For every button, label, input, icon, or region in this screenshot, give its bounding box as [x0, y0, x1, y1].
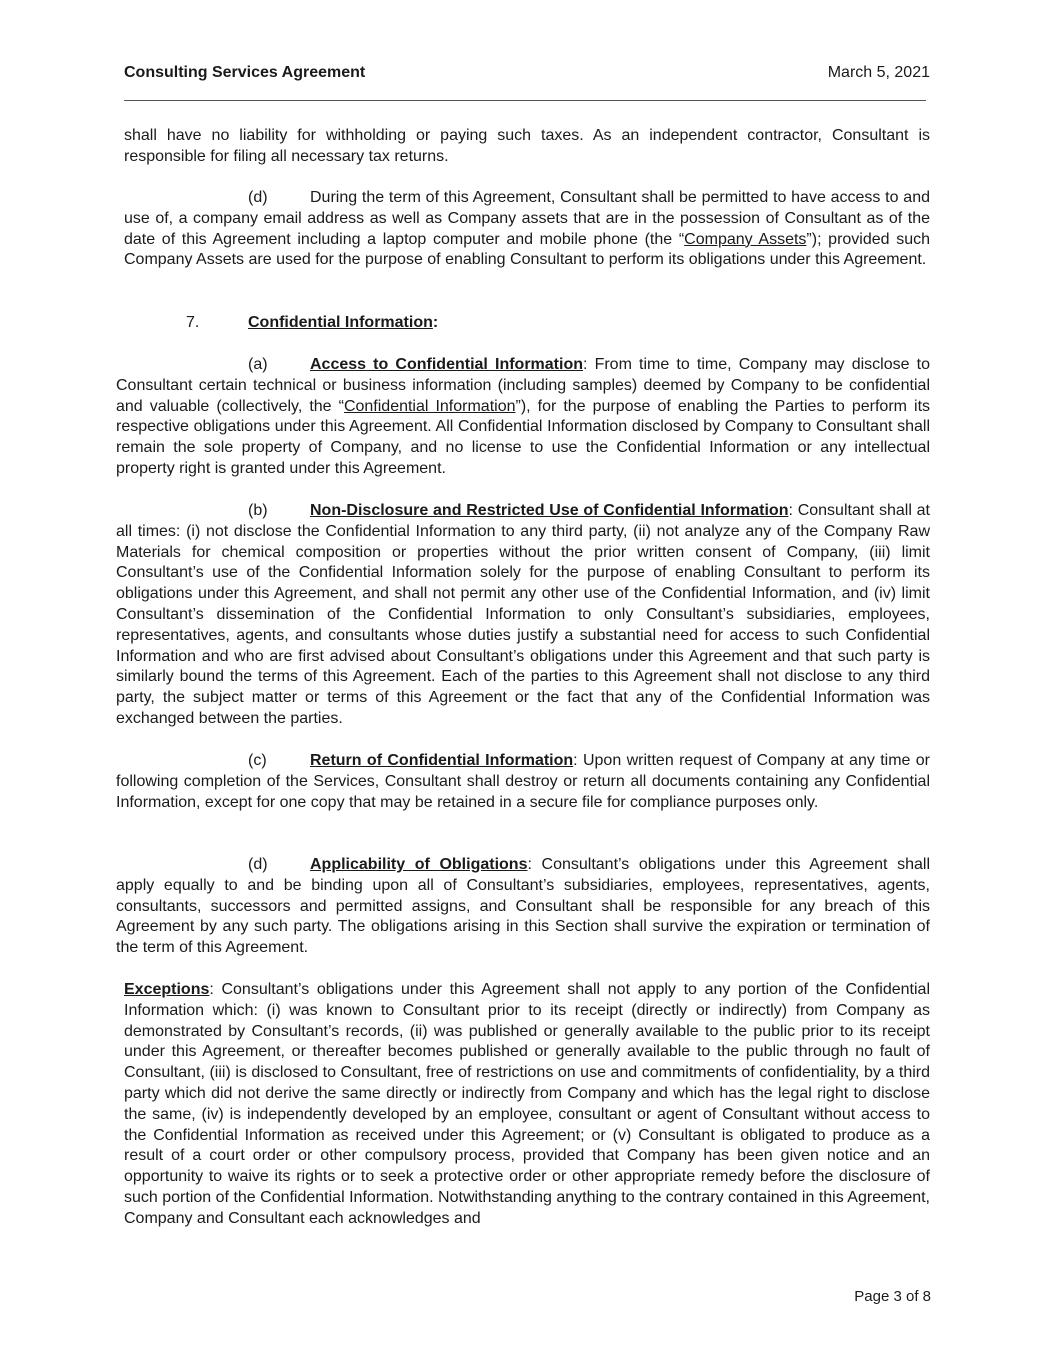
paragraph-text: : Consultant shall at all times: (i) not disclose the Confidential Information to any third party, (ii) not analyze any of the Company Raw Materials for chemical composition or properties without the prior written consent of Company, (iii) limit Consultant’s use of the Confidential Information solely for the purpose of enabling Consultant to perform its obligations under this Agreement, and shall not permit any other use of the Confidential Information, and (iv) limit Consultant’s dissemination of the Confidential Information to only Consultant’s subsidiaries, employees, representatives, agents, and consultants whose duties justify a substantial need for access to such Confidential Information and who are first advised about Consultant’s obligations under this Agreement and that such party is similarly bound the terms of this Agreement. Each of the parties to this Agreement shall not disclose to any third party, the subject matter or terms of this Agreement or the fact that any of the Confidential Information was exchanged between the parties. — [116, 502, 930, 727]
paragraph-7c — [116, 751, 930, 813]
paragraph-exceptions — [124, 980, 930, 1230]
paragraph-text: : Consultant’s obligations under this Agreement shall not apply to any portion of the Confidential Information which: (i) was known to Consultant prior to its receipt (directly or indirectly) from Company as demonstrated by Consultant’s records, (ii) was published or generally available to the public prior to its receipt under this Agreement, or thereafter becomes published or generally available to the public through no fault of Consultant, (iii) is disclosed to Consultant, free of restrictions on use and commitments of confidentiality, by a third party which did not derive the same directly or indirectly from Company and which has the legal right to disclose the same, (iv) is independently developed by an employee, consultant or agent of Consultant without access to the Confidential Information as received under this Agreement; or (v) Consultant is obligated to produce as a result of a court order or other compulsory process, provided that Company has been given notice and an opportunity to waive its rights or to seek a protective order or other appropriate remedy before the disclosure of such portion of the Confidential Information. Notwithstanding anything to the contrary contained in this Agreement, Company and Consultant each acknowledges and — [124, 981, 930, 1227]
paragraph-7a — [116, 355, 930, 480]
clause-title: Non-Disclosure and Restricted Use of Confidential Information — [310, 502, 789, 519]
defined-term: Confidential Information — [343, 397, 516, 415]
clause-label: (d) — [248, 189, 268, 206]
header-title: Consulting Services Agreement — [124, 64, 366, 81]
paragraph-7b — [116, 501, 930, 730]
section-7-heading — [186, 313, 438, 334]
paragraph-text: : From time to time, Company may disclose to Consultant certain technical or business information (including samples) deemed by Company to be confidential and valuable (collectively, the “ — [116, 356, 930, 415]
paragraph-6d — [124, 188, 930, 271]
header-date: March 5, 2021 — [827, 64, 930, 81]
paragraph-text: ”); provided such Company Assets are used for the purpose of enabling Consultant to perform its obligations under this Agreement. — [124, 230, 930, 269]
clause-title: Access to Confidential Information — [310, 356, 583, 373]
clause-title: Return of Confidential Information — [310, 752, 574, 769]
page-number: Page 3 of 8 — [854, 1288, 931, 1305]
header-divider — [124, 100, 926, 101]
paragraph-text: ”), for the purpose of enabling the Parties to perform its respective obligations under this Agreement. All Confidential Information disclosed by Company to Consultant shall remain the sole property of Company, and no license to use the Confidential Information or any intellectual property right is granted under this Agreement. — [116, 397, 931, 477]
paragraph-7d — [116, 855, 930, 959]
paragraph-text: : Upon written request of Company at any time or following completion of the Services, Consultant shall destroy or return all documents containing any Confidential Information, except for one copy that may be retained in a secure file for compliance purposes only. — [116, 752, 931, 811]
paragraph-text: : Consultant’s obligations under this Agreement shall apply equally to and be binding upon all of Consultant’s subsidiaries, employees, representatives, agents, consultants, successors and permitted assigns, and Consultant shall be responsible for any breach of this Agreement by any such party. The obligations arising in this Section shall survive the expiration or termination of the term of this Agreement. — [116, 856, 930, 957]
defined-term: Company Assets — [684, 230, 807, 248]
section-title: Confidential Information — [248, 314, 433, 331]
clause-label: (c) — [248, 752, 267, 769]
clause-title: Applicability of Obligations — [310, 856, 528, 873]
clause-label: (a) — [248, 356, 268, 373]
paragraph-text: shall have no liability for withholding or paying such taxes. As an independent contractor, Consultant is responsible for filing all necessary tax returns. — [124, 127, 930, 165]
clause-title: Exceptions — [124, 981, 210, 998]
section-number: 7. — [186, 314, 200, 331]
paragraph-tax-liability — [124, 126, 930, 168]
clause-label: (b) — [248, 502, 268, 519]
section-colon: : — [432, 314, 439, 331]
clause-label: (d) — [248, 856, 268, 873]
paragraph-text: During the term of this Agreement, Consultant shall be permitted to have access to and use of, a company email address as well as Company assets that are in the possession of Consultant as of the date of this Agreement including a laptop computer and mobile phone (the “ — [124, 189, 930, 248]
